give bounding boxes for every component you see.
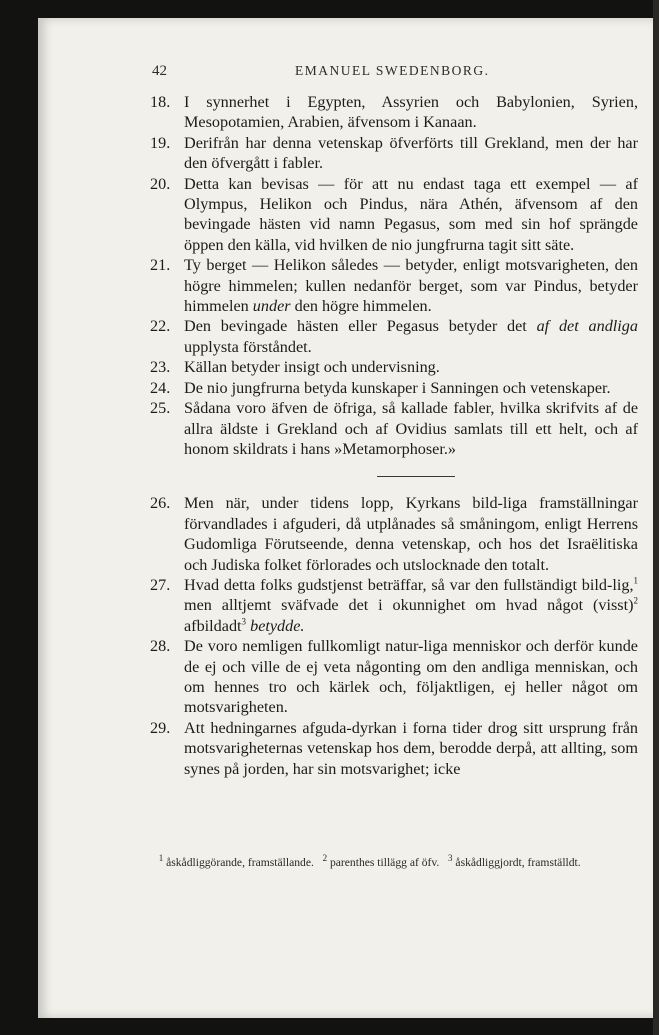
footnote-marker: 1 — [158, 853, 164, 864]
footnote-text: åskådliggörande, framställande. — [163, 856, 314, 869]
paragraph-text: Den bevingade hästen eller Pegasus betyder det — [184, 317, 537, 336]
paragraph-number: 18. — [150, 93, 171, 111]
footnote-marker: 2 — [322, 853, 328, 864]
paragraph-text: Men när, under tidens lopp, Kyrkans bild-liga framställningar förvandlades i afguderi, då utplånades så småningom, enligt Herrens Gudomliga Förutseende, denna vetenskap, och hos det Israëlitiska och Judiska folket förlorades och utslocknade den totalt. — [184, 494, 638, 574]
paragraph-number: 20. — [150, 174, 171, 193]
book-edge — [653, 0, 659, 1035]
paragraph-23 — [150, 357, 638, 377]
paragraph-number: 27. — [150, 575, 171, 594]
paragraph-27 — [150, 575, 638, 636]
section-divider — [377, 476, 455, 477]
paragraph-18 — [150, 92, 638, 133]
paragraph-text: Att hedningarnes afguda-dyrkan i forna tider drog sitt ursprung från motsvarigheternas vetenskap hos dem, berodde derpå, att allting, som synes på jorden, har sin motsvarighet; icke — [184, 718, 638, 778]
paragraph-text: Hvad detta folks gudstjenst beträffar, så var den fullständigt bild-lig, — [184, 575, 634, 594]
paragraph-number: 19. — [150, 133, 171, 152]
paragraph-text: den högre himmelen. — [290, 297, 432, 316]
paragraph-number: 25. — [150, 399, 171, 418]
paragraph-25 — [150, 398, 638, 459]
footnote-text: åskådliggjordt, framställdt. — [452, 856, 581, 869]
paragraph-29 — [150, 718, 638, 779]
running-title: EMANUEL SWEDENBORG. — [295, 63, 490, 78]
paragraph-19 — [150, 133, 638, 174]
footnote-ref: 3 — [241, 616, 247, 627]
paragraph-26 — [150, 493, 638, 575]
paragraph-number: 26. — [150, 494, 171, 513]
paragraph-number: 24. — [150, 378, 171, 397]
footnote-ref: 1 — [633, 575, 638, 586]
italic-text: af det andliga — [536, 317, 638, 336]
paragraph-number: 23. — [150, 358, 171, 377]
italic-text: betydde. — [250, 616, 305, 635]
paragraph-text: Detta kan bevisas — för att nu endast taga ett exempel — af Olympus, Helikon och Pindus, nära Athén, äfvensom af den bevingade hästen vid namn Pegasus, som med sin hof sprängde öppen den källa, vid hvilken de nio jungfrurna tagit sitt säte. — [184, 174, 638, 254]
paragraph-text: upplysta förståndet. — [184, 337, 312, 356]
italic-text: under — [252, 297, 291, 316]
paragraph-22 — [150, 316, 638, 357]
footnote-ref: 2 — [633, 595, 638, 606]
body-text — [150, 92, 638, 779]
paragraph-21 — [150, 255, 638, 316]
paragraph-28 — [150, 636, 638, 718]
footnote-marker: 3 — [448, 853, 453, 864]
paragraph-24 — [150, 378, 638, 398]
paragraph-number: 28. — [150, 637, 171, 656]
paragraph-number: 21. — [150, 256, 171, 275]
footnote-text: parenthes tillägg af öfv. — [327, 856, 440, 869]
paragraph-number: 22. — [150, 317, 171, 336]
page-header — [115, 63, 640, 83]
paragraph-number: 29. — [150, 718, 171, 737]
paragraph-text: Källan betyder insigt och undervisning. — [184, 358, 440, 377]
paragraph-text: Sådana voro äfven de öfriga, så kallade fabler, hvilka skrifvits af de allra äldste i Grekland och af Ovidius samlats till ett helt, och af honom skildrats i hans »Metamorphoser.» — [184, 399, 638, 458]
paragraph-text: De nio jungfrurna betyda kunskaper i Sanningen och vetenskaper. — [184, 378, 611, 397]
paragraph-text: De voro nemligen fullkomligt natur-liga menniskor och derför kunde de ej och ville de ej veta någonting om den andliga menniskan, och om hennes tro och kärlek och, följaktligen, ej heller något om motsvarigheten. — [184, 637, 638, 717]
paragraph-text: men alltjemt sväfvade det i okunnighet om hvad något (visst) — [184, 596, 634, 615]
footnotes — [150, 855, 638, 870]
page-number: 42 — [152, 63, 167, 79]
paragraph-text: Derifrån har denna vetenskap öfverförts till Grekland, men der har den öfvergått i fabler. — [184, 133, 638, 173]
paragraph-text: I synnerhet i Egypten, Assyrien och Babylonien, Syrien, Mesopotamien, Arabien, äfvensom i Kanaan. — [184, 93, 638, 132]
paragraph-text: Ty berget — Helikon således — betyder, enligt motsvarigheten, den högre himmelen; kullen nedanför berget, som var Pindus, betyder himmelen — [184, 256, 638, 316]
paragraph-20 — [150, 174, 638, 256]
paragraph-text: afbildadt — [184, 616, 242, 635]
